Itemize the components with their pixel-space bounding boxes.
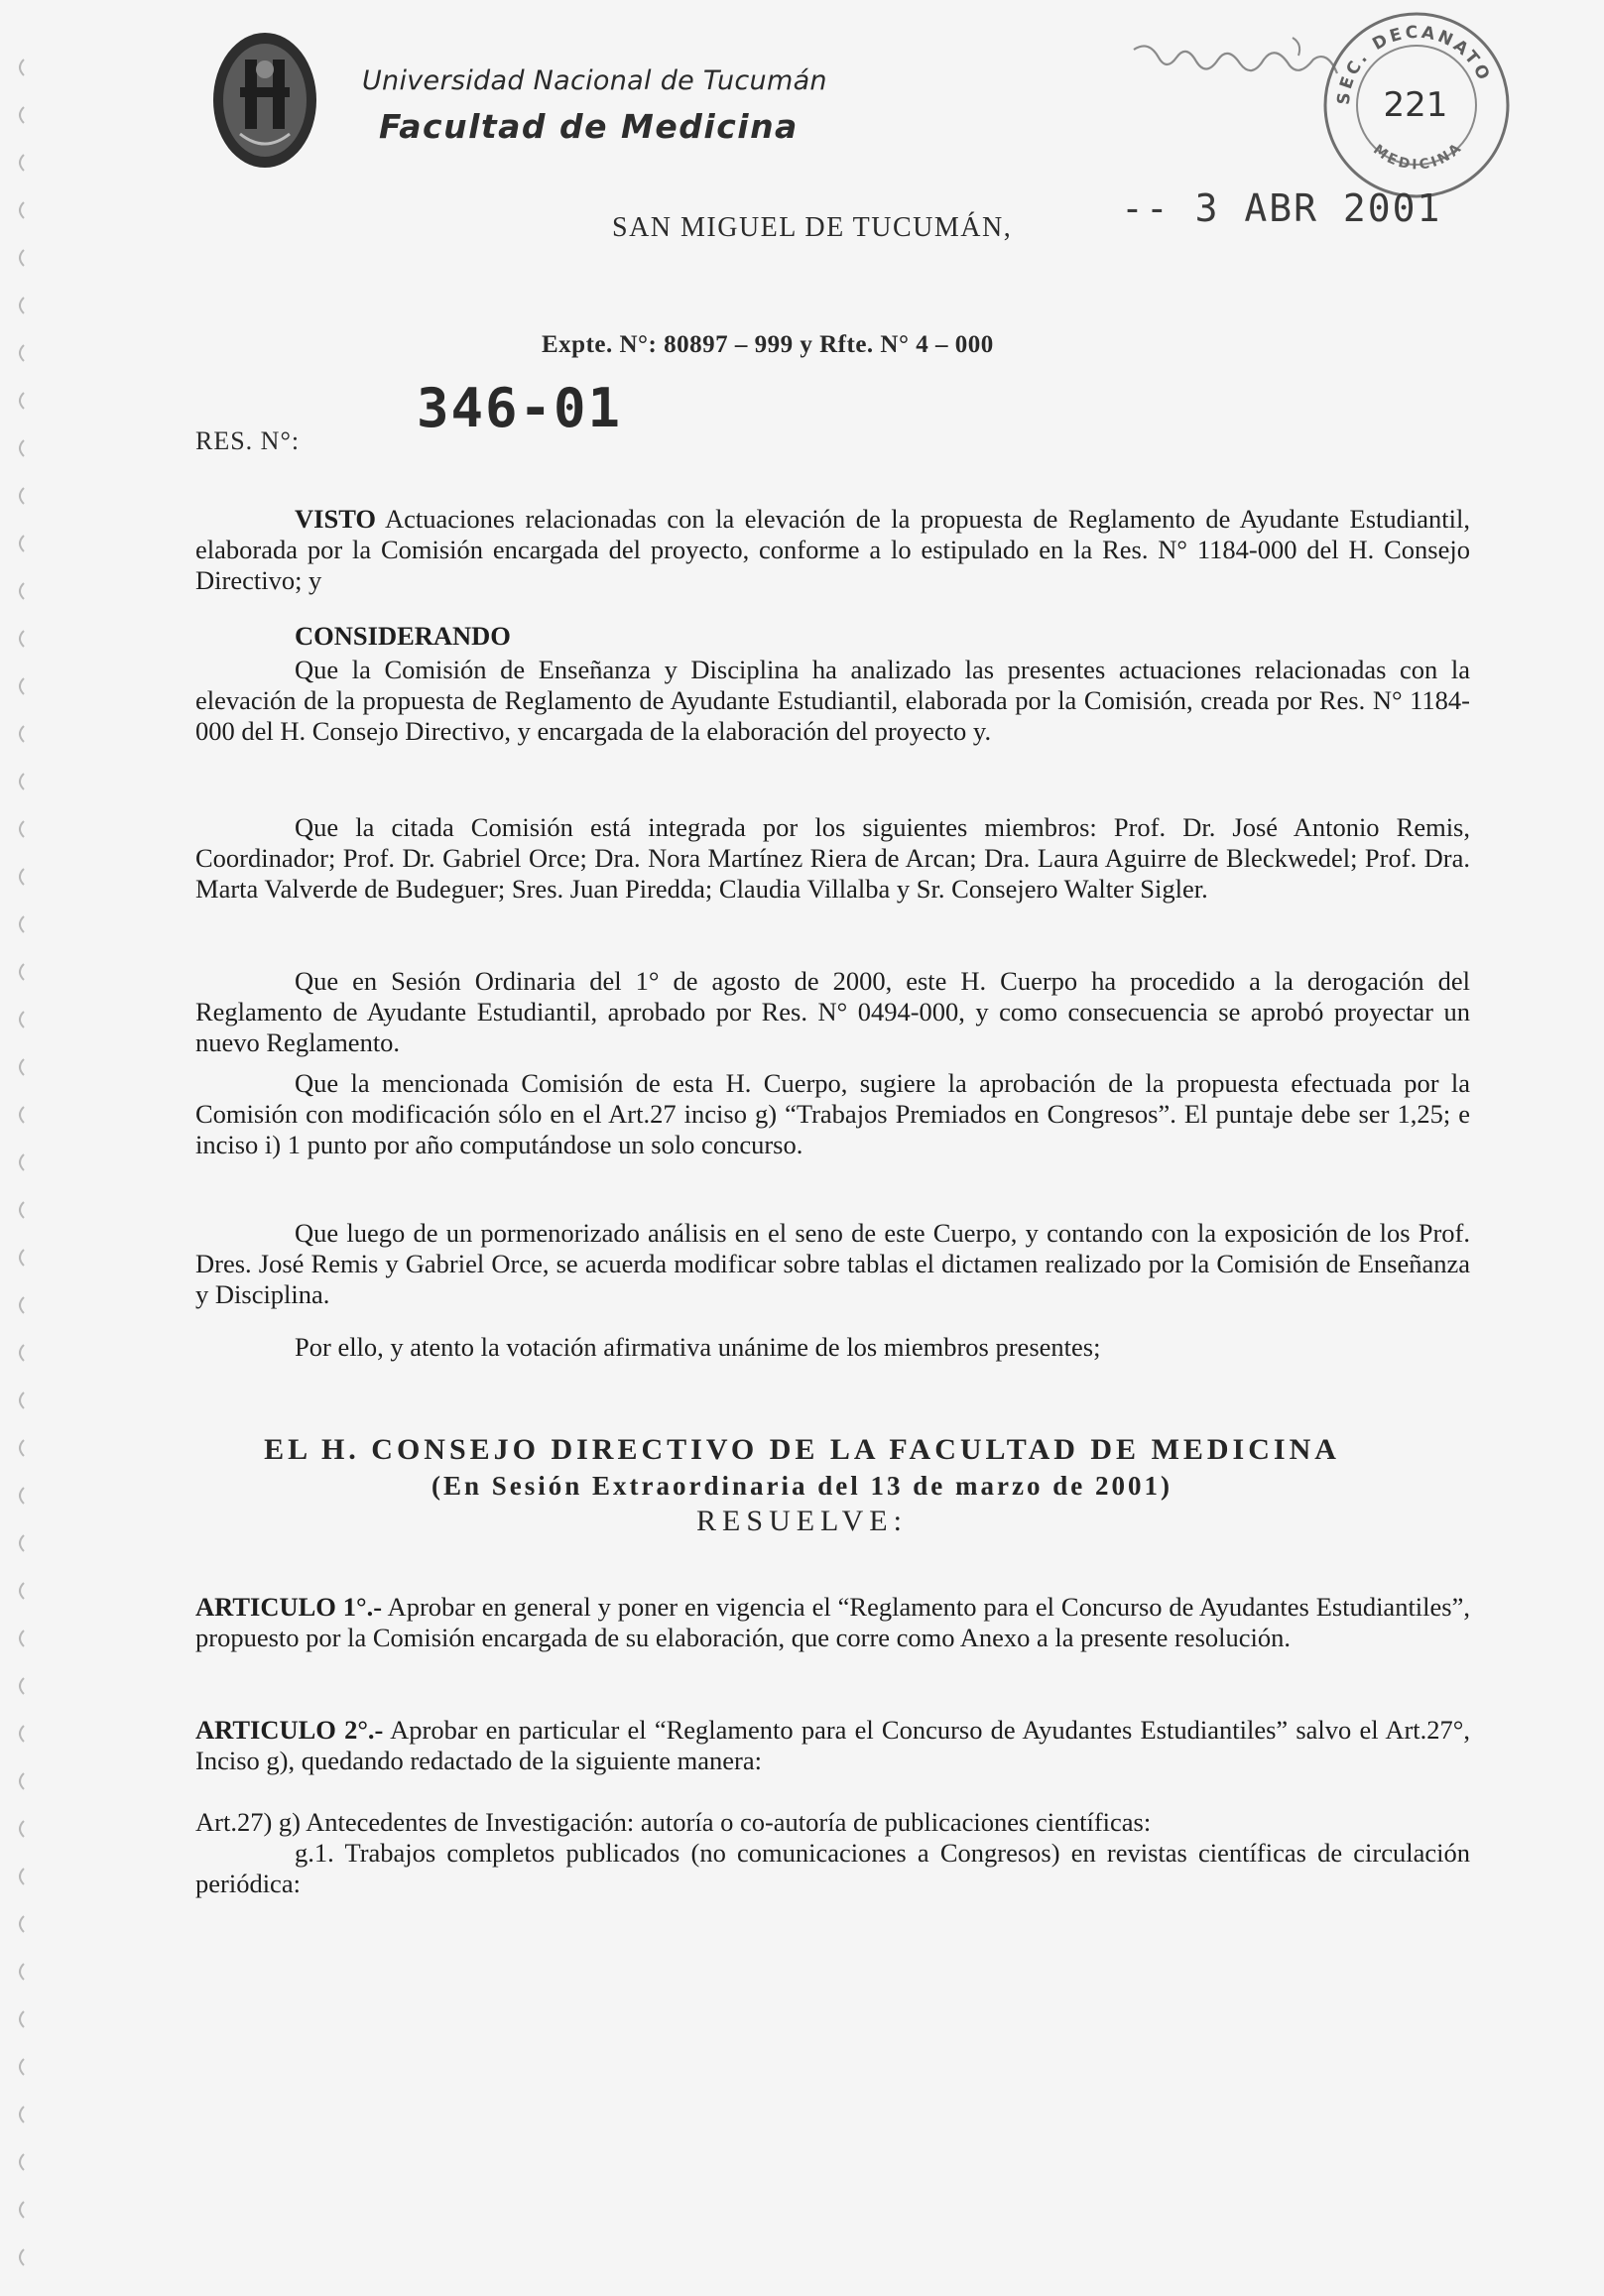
handwritten-initials [1129,30,1347,89]
binding-holes-graphic [6,40,46,2281]
faculty-name: Facultad de Medicina [379,107,799,146]
session-heading: (En Sesión Extraordinaria del 13 de marzo de 2001) [432,1471,1172,1501]
resolution-label: RES. N°: [195,426,301,455]
article-1-text: Aprobar en general y poner en vigencia el “Reglamento para el Concurso de Ayudantes Estudiantiles”, propuesto por la Comisión encargada de su elaboración, que corre como Anexo a la presente resolución. [195,1592,1470,1652]
considerando-paragraph-6: Por ello, y atento la votación afirmativa unánime de los miembros presentes; [295,1332,1101,1362]
considerando-heading: CONSIDERANDO [295,621,511,651]
item-g1: g.1. Trabajos completos publicados (no comunicaciones a Congresos) en revistas científicas de circulación periódica: [195,1838,1470,1898]
visto-text: Actuaciones relacionadas con la elevación de la propuesta de Reglamento de Ayudante Estudiantil, elaborada por la Comisión encargada del proyecto, conforme a lo estipulado en la Res. N° 1184-000 del H. Consejo Directivo; y [195,504,1470,595]
article-27-line: Art.27) g) Antecedentes de Investigación: autoría o co-autoría de publicaciones científicas: [195,1807,1152,1837]
considerando-paragraph-4: Que la mencionada Comisión de esta H. Cuerpo, sugiere la aprobación de la propuesta efectuada por la Comisión con modificación sólo en el Art.27 inciso g) “Trabajos Premiados en Congresos”. El puntaje debe ser 1,25; e inciso i) 1 punto por año computándose un solo concurso. [195,1068,1470,1159]
seal-top-text: SEC. DECANATO [1333,22,1495,106]
seal-number: 221 [1383,85,1448,125]
expediente-number: Expte. N°: 80897 – 999 y Rfte. N° 4 – 000 [542,331,994,358]
considerando-paragraph-2: Que la citada Comisión está integrada por los siguientes miembros: Prof. Dr. José Antonio Remis, Coordinador; Prof. Dr. Gabriel Orce; Dra. Nora Martínez Riera de Arcan; Dra. Laura Aguirre de Bleckwedel; Prof. Dra. Marta Valverde de Budeguer; Sres. Juan Piredda; Claudia Villalba y Sr. Consejero Walter Sigler. [195,812,1470,904]
council-heading: EL H. CONSEJO DIRECTIVO DE LA FACULTAD DE MEDICINA [264,1433,1340,1466]
resolution-number: 346-01 [417,377,623,439]
article-2 [195,1715,1470,1776]
svg-text:MEDICINA [1370,139,1466,173]
university-crest-icon [210,30,319,171]
article-2-text: Aprobar en particular el “Reglamento para el Concurso de Ayudantes Estudiantiles” salvo el Art.27°, Inciso g), quedando redactado de la siguiente manera: [195,1715,1470,1775]
place-line: SAN MIGUEL DE TUCUMÁN, [612,212,1013,243]
handwritten-scribble-graphic [1129,30,1347,89]
resuelve-heading: RESUELVE: [696,1505,908,1537]
binding-holes [6,40,46,2281]
considerando-paragraph-5: Que luego de un pormenorizado análisis en el seno de este Cuerpo, y contando con la exposición de los Prof. Dres. José Remis y Gabriel Orce, se acuerda modificar sobre tablas el dictamen realizado por la Comisión de Enseñanza y Disciplina. [195,1218,1470,1309]
resolution-heading [149,1431,1455,1540]
article-1-label: ARTICULO 1°.- [195,1592,383,1622]
considerando-paragraph-3: Que en Sesión Ordinaria del 1° de agosto de 2000, este H. Cuerpo ha procedido a la derogación del Reglamento de Ayudante Estudiantil, aprobado por Res. N° 0494-000, y como consecuencia se aprobó proyectar un nuevo Reglamento. [195,966,1470,1057]
article-1 [195,1592,1470,1653]
article-2-label: ARTICULO 2°.- [195,1715,384,1745]
date-stamp: -- 3 ABR 2001 [1121,186,1442,230]
university-logo [210,30,319,171]
visto-label: VISTO [295,504,376,534]
considerando-paragraph-1: Que la Comisión de Enseñanza y Disciplina ha analizado las presentes actuaciones relacionadas con la elevación de la propuesta de Reglamento de Ayudante Estudiantil, elaborada por la Comisión, creada por Res. N° 1184-000 del H. Consejo Directivo, y encargada de la elaboración del proyecto y. [195,655,1470,746]
university-name: Universidad Nacional de Tucumán [362,65,827,96]
seal-bottom-text: MEDICINA [1370,139,1467,174]
visto-paragraph [195,504,1470,596]
